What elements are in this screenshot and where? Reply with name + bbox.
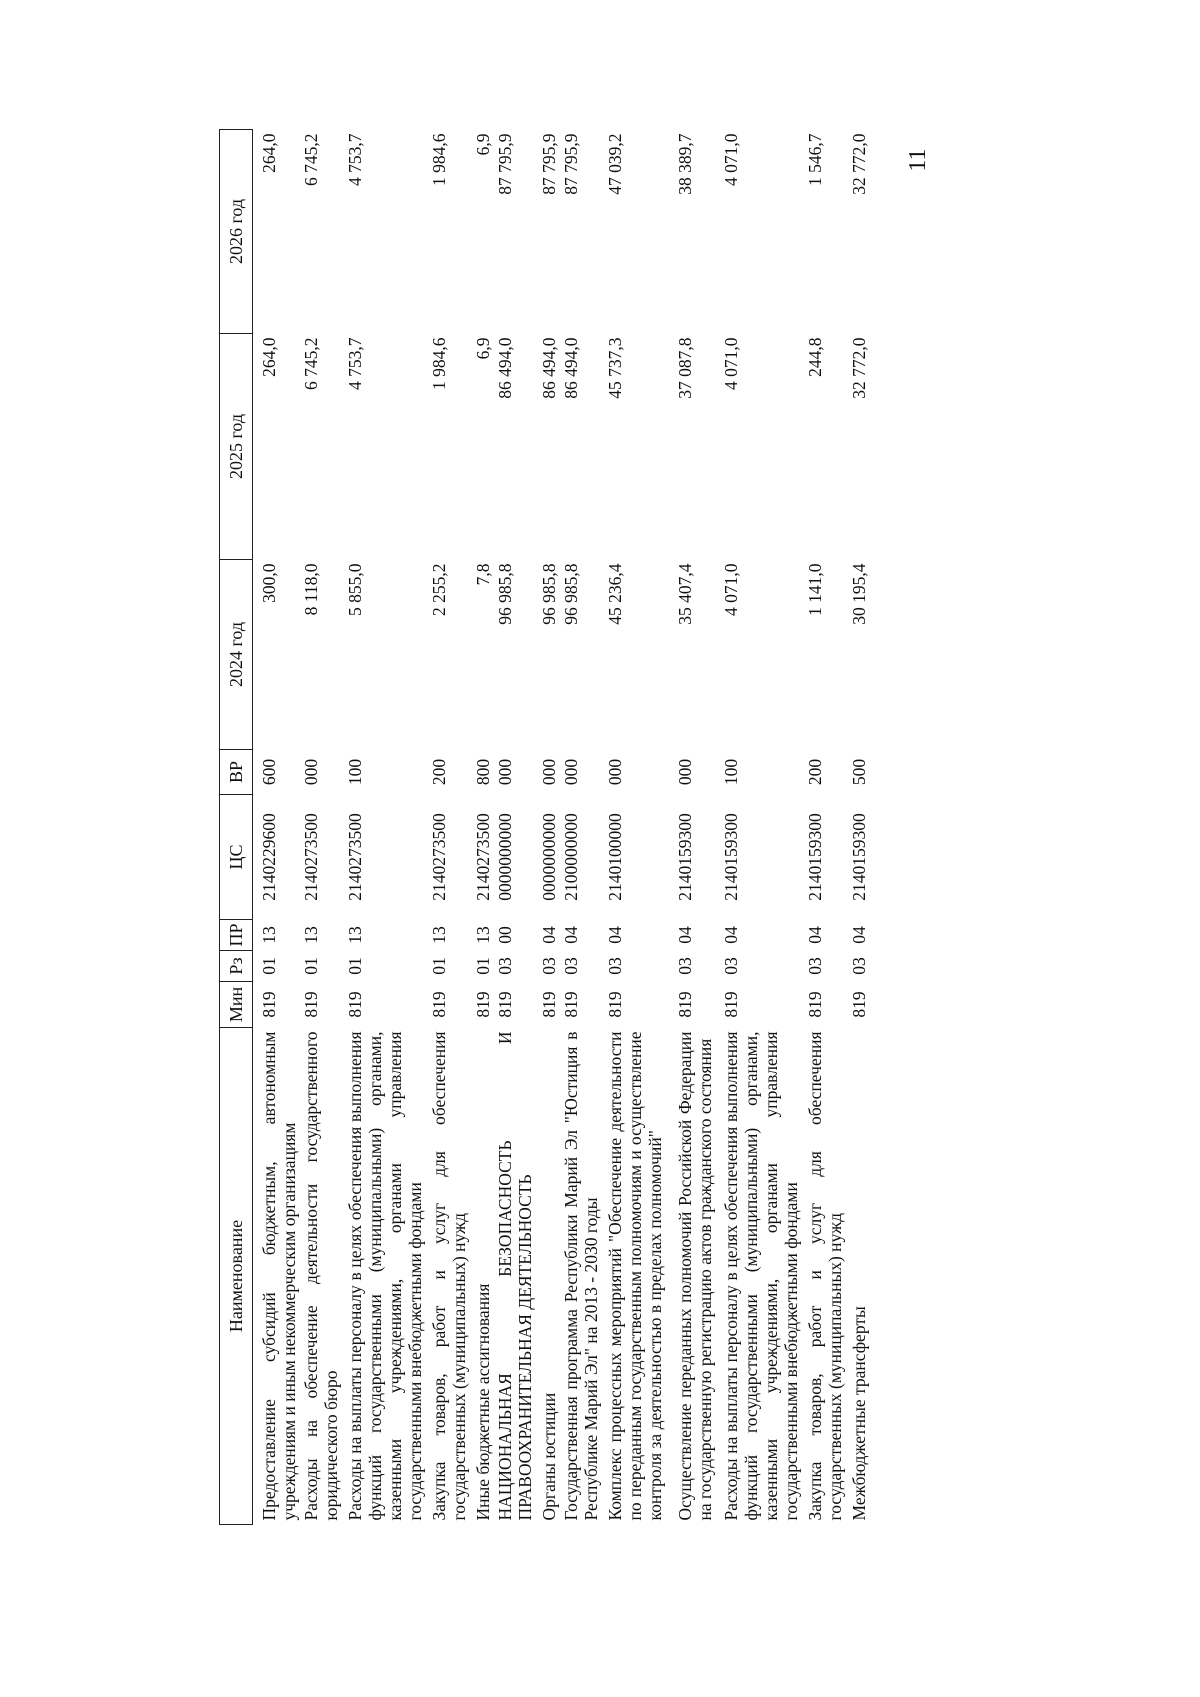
table-row (539, 130, 561, 1525)
row-rz: 01 (428, 957, 449, 975)
header-2026: 2026 год (220, 130, 253, 334)
row-min: 819 (538, 991, 559, 1018)
header-min: Мин (220, 982, 253, 1028)
row-name: Закупка товаров, работ и услуг для обеспечения государственных (муниципальных) нужд (428, 1031, 469, 1521)
row-name: Органы юстиции (538, 1392, 559, 1521)
table-row (675, 130, 721, 1525)
table-row (429, 130, 473, 1525)
row-2025: 4 071,0 (720, 337, 741, 390)
row-2024: 96 985,8 (538, 563, 559, 625)
row-vr: 600 (259, 758, 279, 786)
rotated-page-content (219, 130, 1014, 1525)
row-pr: 13 (472, 926, 493, 944)
row-2026: 1 546,7 (804, 133, 825, 186)
row-2024: 30 195,4 (848, 563, 869, 625)
row-2024: 96 985,8 (494, 563, 515, 625)
table-header-row (220, 130, 253, 1525)
row-rz: 03 (848, 957, 869, 975)
row-cs: 2140159300 (848, 813, 869, 901)
row-pr: 04 (674, 926, 695, 944)
header-2025: 2025 год (220, 334, 253, 560)
row-2024: 2 255,2 (428, 563, 449, 616)
row-2024: 45 236,4 (604, 563, 625, 625)
row-pr: 04 (538, 926, 559, 944)
row-2026: 6 745,2 (300, 133, 321, 186)
header-cs: ЦС (220, 795, 253, 920)
header-2024: 2024 год (220, 560, 253, 750)
table-row (605, 130, 675, 1525)
row-2025: 264,0 (259, 337, 279, 377)
row-name: Государственная программа Республики Марий Эл "Юстиция в Республике Марий Эл" на 2013 - 2030 годы (560, 1031, 601, 1521)
row-2025: 32 772,0 (848, 337, 869, 399)
row-vr: 000 (604, 758, 625, 786)
row-pr: 13 (344, 926, 365, 944)
row-cs: 2140273500 (300, 813, 321, 901)
row-name: Осуществление переданных полномочий Российской Федерации на государственную регистрацию актов гражданского состояния (674, 1031, 715, 1521)
table-row (345, 130, 429, 1525)
header-vr: ВР (220, 750, 253, 795)
header-pr: ПР (220, 920, 253, 951)
row-min: 819 (848, 991, 869, 1018)
row-rz: 03 (560, 957, 581, 975)
row-min: 819 (494, 991, 515, 1018)
row-rz: 03 (804, 957, 825, 975)
row-vr: 200 (428, 758, 449, 786)
table-row (301, 130, 345, 1525)
row-pr: 13 (428, 926, 449, 944)
row-rz: 01 (259, 957, 279, 975)
row-rz: 03 (604, 957, 625, 975)
row-2025: 244,8 (804, 337, 825, 377)
row-min: 819 (674, 991, 695, 1018)
row-rz: 03 (720, 957, 741, 975)
row-cs: 2140159300 (720, 813, 741, 901)
row-2025: 86 494,0 (538, 337, 559, 399)
row-cs: 2140273500 (472, 813, 493, 901)
row-name: Межбюджетные трансферты (848, 1306, 869, 1521)
row-vr: 000 (674, 758, 695, 786)
row-rz: 03 (538, 957, 559, 975)
row-name: Иные бюджетные ассигнования (472, 1283, 493, 1521)
row-pr: 00 (494, 926, 515, 944)
row-vr: 200 (804, 758, 825, 786)
row-name: Расходы на выплаты персоналу в целях обеспечения выполнения функций государственными (муниципальными) органами, казенными учреждениями, органами управления государственными внебюджетными фондами (720, 1031, 801, 1521)
row-pr: 04 (804, 926, 825, 944)
table-row (473, 130, 495, 1525)
row-vr: 000 (560, 758, 581, 786)
page-number: 11 (905, 148, 931, 172)
row-2024: 5 855,0 (344, 563, 365, 616)
row-cs: 0000000000 (494, 813, 515, 901)
row-pr: 13 (259, 926, 279, 944)
row-2025: 6,9 (472, 337, 493, 360)
row-pr: 04 (560, 926, 581, 944)
row-vr: 800 (472, 758, 493, 786)
row-2024: 4 071,0 (720, 563, 741, 616)
row-pr: 04 (604, 926, 625, 944)
row-2024: 300,0 (259, 563, 279, 603)
table-row (849, 130, 871, 1525)
row-vr: 100 (344, 758, 365, 786)
row-2026: 32 772,0 (848, 133, 869, 195)
row-cs: 0000000000 (538, 813, 559, 901)
row-name: Расходы на обеспечение деятельности государственного юридического бюро (300, 1031, 341, 1521)
row-rz: 01 (344, 957, 365, 975)
row-cs: 2140229600 (259, 813, 279, 901)
row-min: 819 (720, 991, 741, 1018)
row-2026: 4 071,0 (720, 133, 741, 186)
row-2026: 264,0 (259, 133, 279, 173)
row-pr: 04 (720, 926, 741, 944)
row-2025: 45 737,3 (604, 337, 625, 399)
row-2025: 37 087,8 (674, 337, 695, 399)
row-rz: 01 (472, 957, 493, 975)
row-name: Комплекс процессных мероприятий "Обеспечение деятельности по переданным государственным полномочиям и осуществление контроля за деятельностью в пределах полномочий" (604, 1031, 665, 1521)
row-pr: 13 (300, 926, 321, 944)
row-cs: 2140159300 (674, 813, 695, 901)
row-name: НАЦИОНАЛЬНАЯ БЕЗОПАСНОСТЬ И ПРАВООХРАНИТЕЛЬНАЯ ДЕЯТЕЛЬНОСТЬ (494, 1031, 535, 1521)
row-cs: 2140273500 (344, 813, 365, 901)
row-2026: 6,9 (472, 133, 493, 156)
row-2026: 38 389,7 (674, 133, 695, 195)
row-name: Предоставление субсидий бюджетным, автономным учреждениям и иным некоммерческим организациям (259, 1031, 299, 1521)
row-2024: 8 118,0 (300, 563, 321, 616)
row-min: 819 (259, 991, 279, 1018)
row-cs: 2140100000 (604, 813, 625, 901)
row-2026: 87 795,9 (494, 133, 515, 195)
row-2025: 4 753,7 (344, 337, 365, 390)
row-2026: 87 795,9 (538, 133, 559, 195)
row-min: 819 (344, 991, 365, 1018)
row-cs: 2140273500 (428, 813, 449, 901)
row-rz: 03 (674, 957, 695, 975)
row-cs: 2100000000 (560, 813, 581, 901)
row-vr: 000 (300, 758, 321, 786)
table-row (253, 130, 301, 1525)
row-vr: 000 (494, 758, 515, 786)
row-vr: 000 (538, 758, 559, 786)
row-2025: 86 494,0 (494, 337, 515, 399)
row-cs: 2140159300 (804, 813, 825, 901)
row-2025: 1 984,6 (428, 337, 449, 390)
table-row (495, 130, 539, 1525)
row-vr: 100 (720, 758, 741, 786)
table-row (561, 130, 605, 1525)
table-row (805, 130, 849, 1525)
row-2025: 86 494,0 (560, 337, 581, 399)
row-2026: 87 795,9 (560, 133, 581, 195)
row-2025: 6 745,2 (300, 337, 321, 390)
table-row (721, 130, 805, 1525)
row-min: 819 (428, 991, 449, 1018)
header-name: Наименование (220, 1028, 253, 1525)
row-name: Закупка товаров, работ и услуг для обеспечения государственных (муниципальных) нужд (804, 1031, 845, 1521)
row-min: 819 (300, 991, 321, 1018)
row-rz: 03 (494, 957, 515, 975)
row-min: 819 (472, 991, 493, 1018)
row-2024: 35 407,4 (674, 563, 695, 625)
row-pr: 04 (848, 926, 869, 944)
row-2026: 1 984,6 (428, 133, 449, 186)
row-2026: 47 039,2 (604, 133, 625, 195)
header-rz: Рз (220, 951, 253, 982)
row-2024: 1 141,0 (804, 563, 825, 616)
row-min: 819 (804, 991, 825, 1018)
row-2024: 7,8 (472, 563, 493, 586)
row-2024: 96 985,8 (560, 563, 581, 625)
row-name: Расходы на выплаты персоналу в целях обеспечения выполнения функций государственными (муниципальными) органами, казенными учреждениями, органами управления государственными внебюджетными фондами (344, 1031, 425, 1521)
row-min: 819 (560, 991, 581, 1018)
budget-table (219, 129, 871, 1525)
row-min: 819 (604, 991, 625, 1018)
row-rz: 01 (300, 957, 321, 975)
row-vr: 500 (848, 758, 869, 786)
row-2026: 4 753,7 (344, 133, 365, 186)
